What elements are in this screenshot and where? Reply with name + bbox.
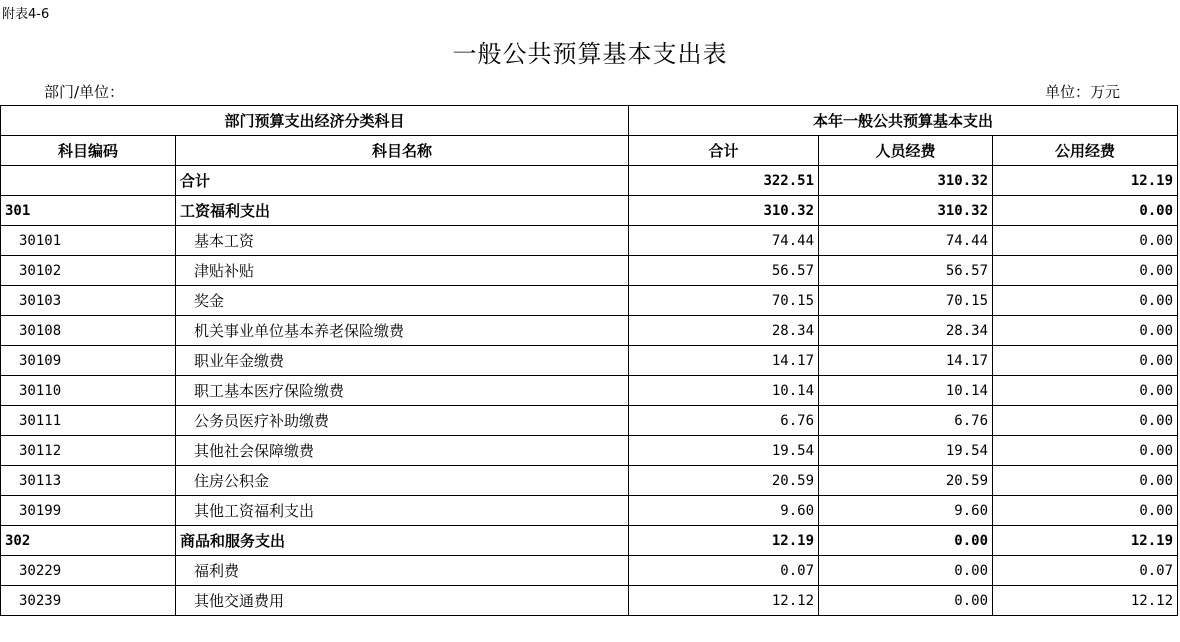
cell-personnel: 14.17	[819, 346, 993, 376]
cell-public: 0.00	[993, 196, 1178, 226]
cell-personnel: 19.54	[819, 436, 993, 466]
table-row	[1, 256, 1178, 286]
cell-code: 30108	[1, 316, 176, 346]
cell-name: 其他社会保障缴费	[176, 436, 629, 466]
cell-total: 56.57	[629, 256, 819, 286]
cell-code: 30101	[1, 226, 176, 256]
cell-public: 0.00	[993, 316, 1178, 346]
cell-total: 14.17	[629, 346, 819, 376]
cell-public: 0.00	[993, 376, 1178, 406]
cell-total: 0.07	[629, 556, 819, 586]
cell-personnel: 0.00	[819, 526, 993, 556]
cell-name: 其他工资福利支出	[176, 496, 629, 526]
cell-name: 津贴补贴	[176, 256, 629, 286]
cell-public: 0.00	[993, 286, 1178, 316]
cell-personnel: 310.32	[819, 166, 993, 196]
cell-code: 30113	[1, 466, 176, 496]
cell-personnel: 0.00	[819, 586, 993, 616]
cell-name: 合计	[176, 166, 629, 196]
cell-total: 12.12	[629, 586, 819, 616]
cell-public: 0.00	[993, 436, 1178, 466]
cell-code: 30110	[1, 376, 176, 406]
cell-personnel: 310.32	[819, 196, 993, 226]
cell-name: 工资福利支出	[176, 196, 629, 226]
table-row	[1, 496, 1178, 526]
cell-total: 28.34	[629, 316, 819, 346]
cell-name: 公务员医疗补助缴费	[176, 406, 629, 436]
table-row	[1, 346, 1178, 376]
table-row	[1, 466, 1178, 496]
cell-code: 302	[1, 526, 176, 556]
cell-code: 30199	[1, 496, 176, 526]
cell-total: 20.59	[629, 466, 819, 496]
table-row	[1, 586, 1178, 616]
budget-table	[0, 105, 1178, 616]
cell-total: 70.15	[629, 286, 819, 316]
cell-name: 福利费	[176, 556, 629, 586]
header-code: 科目编码	[1, 136, 176, 166]
cell-public: 0.00	[993, 496, 1178, 526]
cell-personnel: 6.76	[819, 406, 993, 436]
cell-total: 6.76	[629, 406, 819, 436]
cell-total: 9.60	[629, 496, 819, 526]
cell-name: 奖金	[176, 286, 629, 316]
cell-personnel: 70.15	[819, 286, 993, 316]
appendix-label: 附表4-6	[2, 7, 50, 22]
cell-public: 12.12	[993, 586, 1178, 616]
header-total: 合计	[629, 136, 819, 166]
cell-personnel: 56.57	[819, 256, 993, 286]
unit-label: 单位：万元	[1045, 83, 1121, 101]
cell-public: 12.19	[993, 166, 1178, 196]
table-row	[1, 556, 1178, 586]
cell-name: 商品和服务支出	[176, 526, 629, 556]
table-row	[1, 436, 1178, 466]
cell-code: 30102	[1, 256, 176, 286]
cell-code	[1, 166, 176, 196]
cell-code: 30111	[1, 406, 176, 436]
cell-total: 12.19	[629, 526, 819, 556]
cell-name: 基本工资	[176, 226, 629, 256]
table-body	[1, 166, 1178, 616]
cell-public: 12.19	[993, 526, 1178, 556]
cell-personnel: 0.00	[819, 556, 993, 586]
cell-public: 0.00	[993, 466, 1178, 496]
table-row	[1, 406, 1178, 436]
cell-name: 职工基本医疗保险缴费	[176, 376, 629, 406]
header-public: 公用经费	[993, 136, 1178, 166]
header-name: 科目名称	[176, 136, 629, 166]
cell-total: 10.14	[629, 376, 819, 406]
cell-name: 其他交通费用	[176, 586, 629, 616]
header-group-classification: 部门预算支出经济分类科目	[1, 106, 629, 136]
table-row	[1, 196, 1178, 226]
cell-total: 310.32	[629, 196, 819, 226]
cell-public: 0.00	[993, 346, 1178, 376]
department-label: 部门/单位：	[44, 83, 125, 101]
cell-public: 0.00	[993, 256, 1178, 286]
cell-code: 301	[1, 196, 176, 226]
header-personnel: 人员经费	[819, 136, 993, 166]
cell-public: 0.00	[993, 406, 1178, 436]
cell-name: 机关事业单位基本养老保险缴费	[176, 316, 629, 346]
cell-code: 30229	[1, 556, 176, 586]
cell-code: 30112	[1, 436, 176, 466]
table-row	[1, 526, 1178, 556]
header-group-expenditure: 本年一般公共预算基本支出	[629, 106, 1178, 136]
cell-public: 0.00	[993, 226, 1178, 256]
cell-personnel: 10.14	[819, 376, 993, 406]
cell-personnel: 28.34	[819, 316, 993, 346]
cell-public: 0.07	[993, 556, 1178, 586]
cell-name: 职业年金缴费	[176, 346, 629, 376]
table-row	[1, 376, 1178, 406]
cell-personnel: 9.60	[819, 496, 993, 526]
cell-total: 74.44	[629, 226, 819, 256]
cell-personnel: 20.59	[819, 466, 993, 496]
cell-code: 30239	[1, 586, 176, 616]
cell-code: 30103	[1, 286, 176, 316]
page-title: 一般公共预算基本支出表	[452, 40, 728, 68]
table-row	[1, 226, 1178, 256]
cell-code: 30109	[1, 346, 176, 376]
cell-name: 住房公积金	[176, 466, 629, 496]
cell-total: 19.54	[629, 436, 819, 466]
table-row	[1, 286, 1178, 316]
table-row	[1, 166, 1178, 196]
table-row	[1, 316, 1178, 346]
cell-personnel: 74.44	[819, 226, 993, 256]
cell-total: 322.51	[629, 166, 819, 196]
